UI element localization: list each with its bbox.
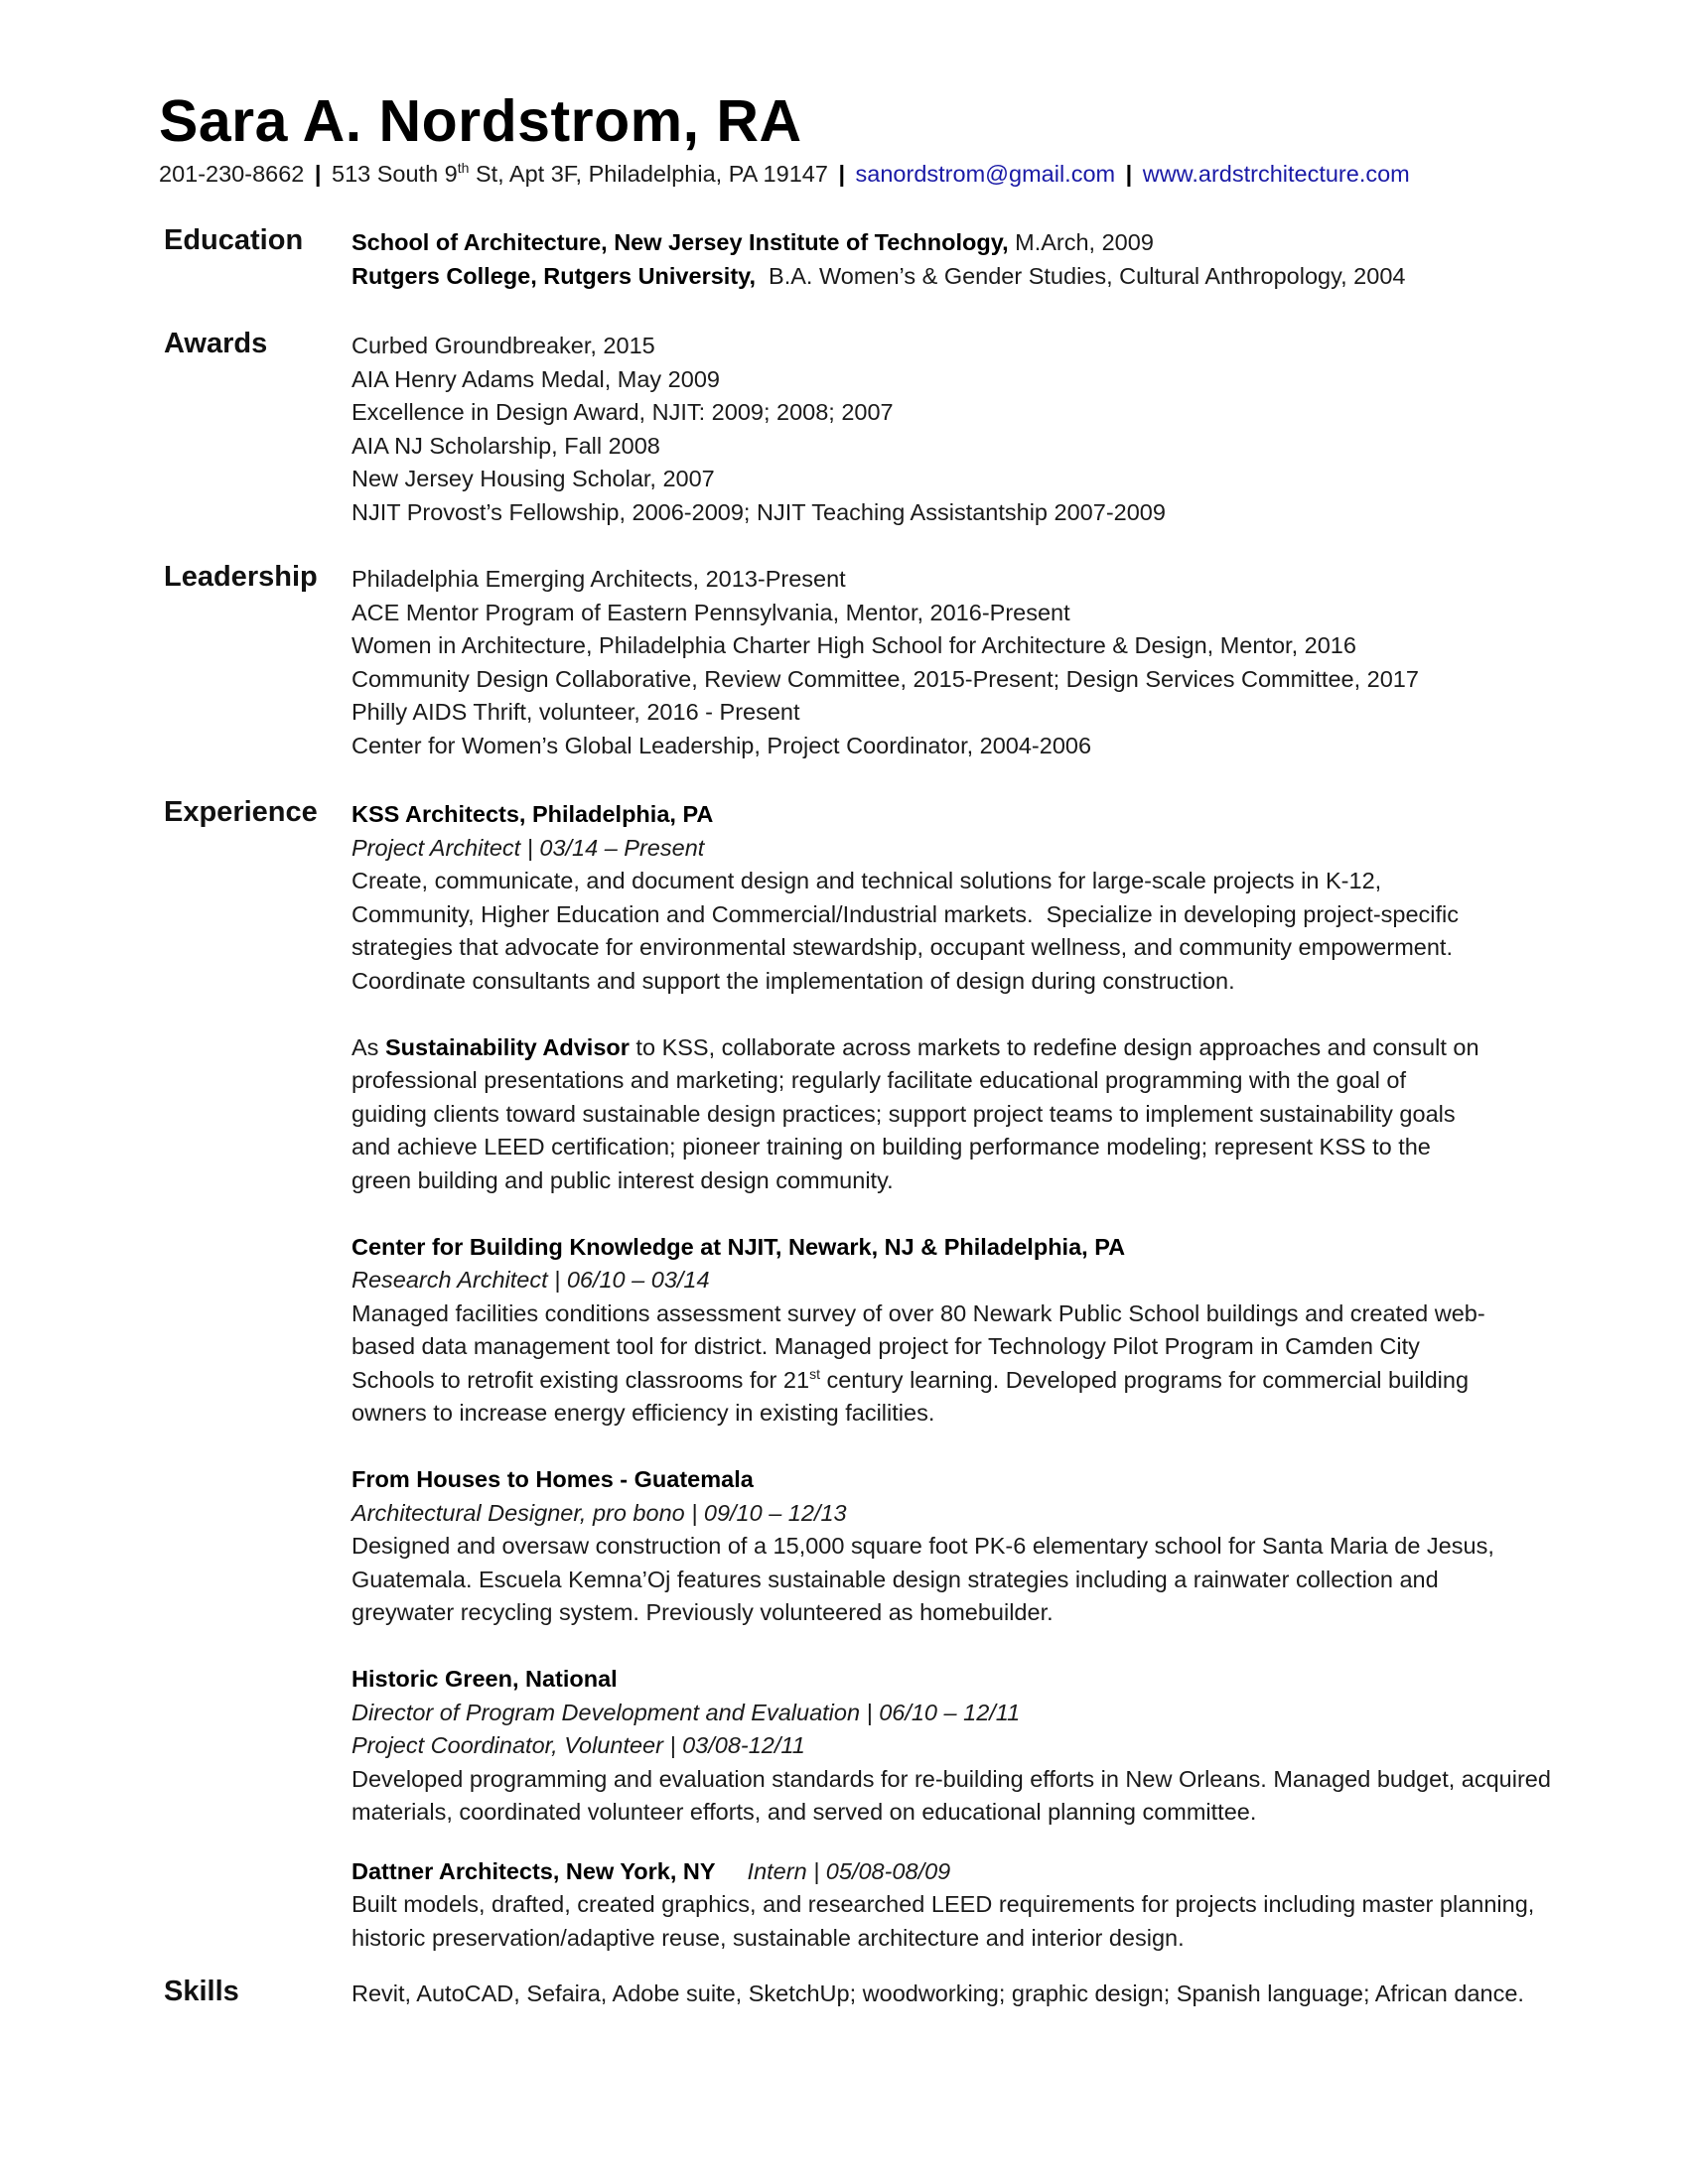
employer-name: KSS Architects, Philadelphia, PA <box>352 801 714 827</box>
job-role: Intern | 05/08-08/09 <box>747 1857 951 1884</box>
street-address: 513 South 9th St, Apt 3F, Philadelphia, PA 19147 <box>332 160 828 187</box>
job-description: greywater recycling system. Previously volunteered as homebuilder. <box>352 1599 1054 1625</box>
website-link[interactable]: www.ardstrchitecture.com <box>1142 161 1410 187</box>
job-description: professional presentations and marketing; regularly facilitate educational programming with the goal of <box>352 1067 1407 1093</box>
candidate-name: Sara A. Nordstrom, RA <box>159 88 802 154</box>
job-description: and achieve LEED certification; pioneer training on building performance modeling; represent KSS to the <box>352 1134 1431 1160</box>
leadership-item: Women in Architecture, Philadelphia Charter High School for Architecture & Design, Mentor, 2016 <box>352 632 1356 658</box>
job-description: Community, Higher Education and Commercial/Industrial markets. Specialize in developing project-specific <box>352 900 1459 927</box>
award-item: Excellence in Design Award, NJIT: 2009; 2008; 2007 <box>352 399 894 425</box>
job-description: Managed facilities conditions assessment survey of over 80 Newark Public School buildings and created web- <box>352 1299 1485 1326</box>
education-item: Rutgers College, Rutgers University, B.A. Women’s & Gender Studies, Cultural Anthropology, 2004 <box>352 262 1406 289</box>
job-description: green building and public interest design community. <box>352 1166 894 1193</box>
section-heading: Skills <box>164 1976 239 2007</box>
job-description: owners to increase energy efficiency in existing facilities. <box>352 1400 935 1426</box>
award-item: Curbed Groundbreaker, 2015 <box>352 333 655 358</box>
job-description: Designed and oversaw construction of a 15,000 square foot PK-6 elementary school for Santa Maria de Jesus, <box>352 1533 1494 1559</box>
award-item: New Jersey Housing Scholar, 2007 <box>352 466 715 491</box>
leadership-item: ACE Mentor Program of Eastern Pennsylvania, Mentor, 2016-Present <box>352 599 1070 625</box>
employer-name: Center for Building Knowledge at NJIT, Newark, NJ & Philadelphia, PA <box>352 1233 1126 1260</box>
award-item: NJIT Provost’s Fellowship, 2006-2009; NJIT Teaching Assistantship 2007-2009 <box>352 498 1166 525</box>
award-item: AIA NJ Scholarship, Fall 2008 <box>352 432 660 459</box>
job-description: guiding clients toward sustainable design practices; support project teams to implement sustainability goals <box>352 1100 1456 1127</box>
education-item: School of Architecture, New Jersey Institute of Technology, M.Arch, 2009 <box>352 229 1154 255</box>
award-item: AIA Henry Adams Medal, May 2009 <box>352 365 720 392</box>
section-heading: Leadership <box>164 561 318 593</box>
job-role: Director of Program Development and Evaluation | 06/10 – 12/11 <box>352 1699 1021 1725</box>
separator: | <box>314 161 322 187</box>
job-description: based data management tool for district. Managed project for Technology Pilot Program in Camden City <box>352 1333 1420 1359</box>
job-role: Architectural Designer, pro bono | 09/10 – 12/13 <box>352 1499 847 1526</box>
job-description: As Sustainability Advisor to KSS, collaborate across markets to redefine design approaches and consult on <box>352 1033 1479 1060</box>
separator: | <box>1125 161 1133 187</box>
section-heading: Education <box>164 224 304 256</box>
leadership-item: Philadelphia Emerging Architects, 2013-Present <box>352 566 846 592</box>
leadership-item: Community Design Collaborative, Review Committee, 2015-Present; Design Services Committee, 2017 <box>352 665 1419 692</box>
phone-number: 201-230-8662 <box>159 161 305 187</box>
leadership-item: Philly AIDS Thrift, volunteer, 2016 - Present <box>352 699 800 725</box>
job-description: Schools to retrofit existing classrooms for 21st century learning. Developed programs for commercial building <box>352 1365 1470 1393</box>
job-description: materials, coordinated volunteer efforts, and served on educational planning committee. <box>352 1799 1257 1825</box>
job-description: Create, communicate, and document design and technical solutions for large-scale projects in K-12, <box>352 868 1382 893</box>
job-role: Project Coordinator, Volunteer | 03/08-12/11 <box>352 1732 805 1758</box>
job-role: Research Architect | 06/10 – 03/14 <box>352 1267 710 1293</box>
job-description: Developed programming and evaluation standards for re-building efforts in New Orleans. Managed budget, acquired <box>352 1765 1551 1792</box>
skills-list: Revit, AutoCAD, Sefaira, Adobe suite, SketchUp; woodworking; graphic design; Spanish language; African dance. <box>352 1980 1524 2006</box>
section-heading: Experience <box>164 796 318 828</box>
job-description: strategies that advocate for environmental stewardship, occupant wellness, and community empowerment. <box>352 934 1453 960</box>
job-description: Built models, drafted, created graphics, and researched LEED requirements for projects including master planning, <box>352 1891 1535 1917</box>
email-link[interactable]: sanordstrom@gmail.com <box>855 161 1116 187</box>
job-description: Coordinate consultants and support the implementation of design during construction. <box>352 967 1235 994</box>
employer-name: From Houses to Homes - Guatemala <box>352 1466 754 1492</box>
separator: | <box>838 161 846 187</box>
contact-line <box>159 161 1410 188</box>
employer-name: Dattner Architects, New York, NY Intern | 05/08-08/09 <box>352 1857 951 1884</box>
leadership-item: Center for Women’s Global Leadership, Project Coordinator, 2004-2006 <box>352 732 1092 758</box>
job-role: Project Architect | 03/14 – Present <box>352 834 705 861</box>
employer-name: Historic Green, National <box>352 1666 618 1692</box>
section-heading: Awards <box>164 328 268 359</box>
job-description: historic preservation/adaptive reuse, sustainable architecture and interior design. <box>352 1924 1185 1951</box>
job-description: Guatemala. Escuela Kemna’Oj features sustainable design strategies including a rainwater collection and <box>352 1566 1439 1592</box>
